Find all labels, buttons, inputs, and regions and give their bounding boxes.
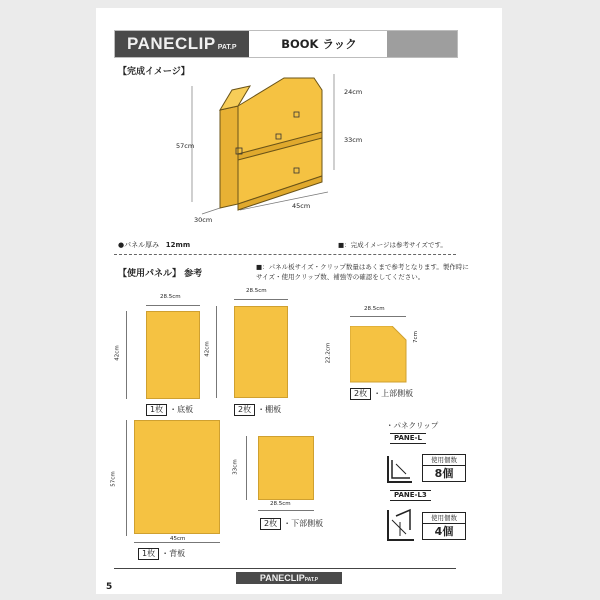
header-bar [114, 30, 458, 58]
brand-mark: PAT.P [217, 44, 237, 51]
footer-brand-mark: PAT.P [304, 577, 319, 583]
panel-back-width: 45cm [170, 536, 186, 542]
page-title: BOOK ラック [249, 31, 389, 57]
panel-lower-side-height-line [246, 436, 247, 500]
panel-bottom-height-line [126, 311, 127, 399]
panel-upper-side [350, 326, 410, 384]
panel-back-name: ・背板 [161, 549, 186, 558]
dim-height-total: 57cm [176, 142, 195, 150]
clip-count-pane-l3 [422, 512, 466, 540]
clip-count-label-pane-l: 使用個数 [423, 455, 465, 466]
image-note: ■：完成イメージは参考サイズです。 [338, 241, 447, 249]
clip-name-pane-l3: PANE-L3 [390, 490, 431, 501]
panel-upper-side-width-line [350, 316, 406, 317]
dim-line-depth [202, 208, 220, 214]
panel-lower-side-width: 28.5cm [270, 501, 291, 507]
panel-bottom-qty: 1枚 [146, 404, 167, 416]
panel-bottom-name: ・底板 [169, 405, 194, 414]
panel-shelf-width: 28.5cm [246, 288, 267, 294]
clip-count-pane-l [422, 454, 466, 482]
panel-shelf-caption [234, 404, 281, 416]
panel-upper-side-width: 28.5cm [364, 306, 385, 312]
panels-label [118, 266, 202, 279]
section-divider [114, 254, 456, 255]
pane-l-clip-icon [382, 452, 418, 488]
panel-bottom-width-line [146, 305, 200, 306]
footer-divider [114, 568, 456, 569]
clip-count-label-pane-l3: 使用個数 [423, 513, 465, 524]
panel-lower-side-qty: 2枚 [260, 518, 281, 530]
panel-lower-side-caption [260, 518, 323, 530]
dim-upper: 24cm [344, 88, 363, 96]
panel-bottom [146, 311, 200, 399]
panel-back-qty: 1枚 [138, 548, 159, 560]
panel-back-caption [138, 548, 185, 560]
panel-lower-side-height: 33cm [232, 459, 239, 475]
panel-upper-side-name: ・上部側板 [373, 389, 414, 398]
footer-logo-text: PANECLIP [259, 573, 305, 583]
panel-back-height: 57cm [110, 471, 117, 487]
completed-image-label: 【完成イメージ】 [118, 67, 190, 77]
dim-depth: 30cm [194, 216, 213, 224]
page-number: 5 [106, 582, 113, 592]
panel-shelf-qty: 2枚 [234, 404, 255, 416]
panel-back-width-line [134, 542, 220, 543]
panels-note-line1: ■：パネル板サイズ・クリップ数量はあくまで参考となります。製作時に [256, 263, 469, 271]
brand-logo [115, 31, 249, 57]
panel-lower-side-width-line [258, 510, 314, 511]
panel-bottom-height: 42cm [114, 345, 121, 361]
panel-upper-side-caption [350, 388, 413, 400]
clip-count-value-pane-l3: 4個 [434, 525, 454, 538]
panel-thickness-label: ●パネル厚み [118, 241, 160, 249]
dim-width: 45cm [292, 202, 311, 210]
panel-lower-side [258, 436, 314, 500]
clip-title: ・パネクリップ [386, 421, 439, 430]
panel-lower-side-name: ・下部側板 [283, 519, 324, 528]
panel-bottom-caption [146, 404, 193, 416]
panel-upper-side-height: 22.2cm [325, 342, 332, 364]
panels-label-text: 【使用パネル】 [118, 269, 182, 279]
panel-shelf-height: 42cm [204, 341, 211, 357]
dim-middle: 33cm [344, 136, 363, 144]
left-side-panel [220, 106, 238, 208]
panels-note-line2: サイズ・使用クリップ数、補強等の確認をしてください。 [256, 273, 425, 281]
pane-l3-clip-icon [380, 506, 420, 548]
brand-logo-text: PANECLIP [127, 34, 216, 53]
panel-thickness-value: 12mm [165, 241, 191, 249]
panel-upper-side-cut: 7cm [412, 331, 419, 343]
panel-shelf-height-line [216, 306, 217, 398]
panel-thickness [118, 240, 190, 250]
panel-shelf [234, 306, 288, 398]
clip-count-value-pane-l: 8個 [434, 467, 454, 480]
panel-shelf-width-line [234, 299, 288, 300]
footer-logo [236, 572, 342, 584]
header-accent-box [387, 31, 457, 57]
clip-name-pane-l: PANE-L [390, 433, 426, 444]
panel-shelf-name: ・棚板 [257, 405, 282, 414]
panels-label-sub: 参考 [184, 269, 203, 279]
panel-bottom-width: 28.5cm [160, 294, 181, 300]
panel-back [134, 420, 220, 534]
panels-note [256, 262, 469, 282]
manual-page [96, 8, 502, 594]
panel-upper-side-qty: 2枚 [350, 388, 371, 400]
panel-back-height-line [126, 420, 127, 536]
